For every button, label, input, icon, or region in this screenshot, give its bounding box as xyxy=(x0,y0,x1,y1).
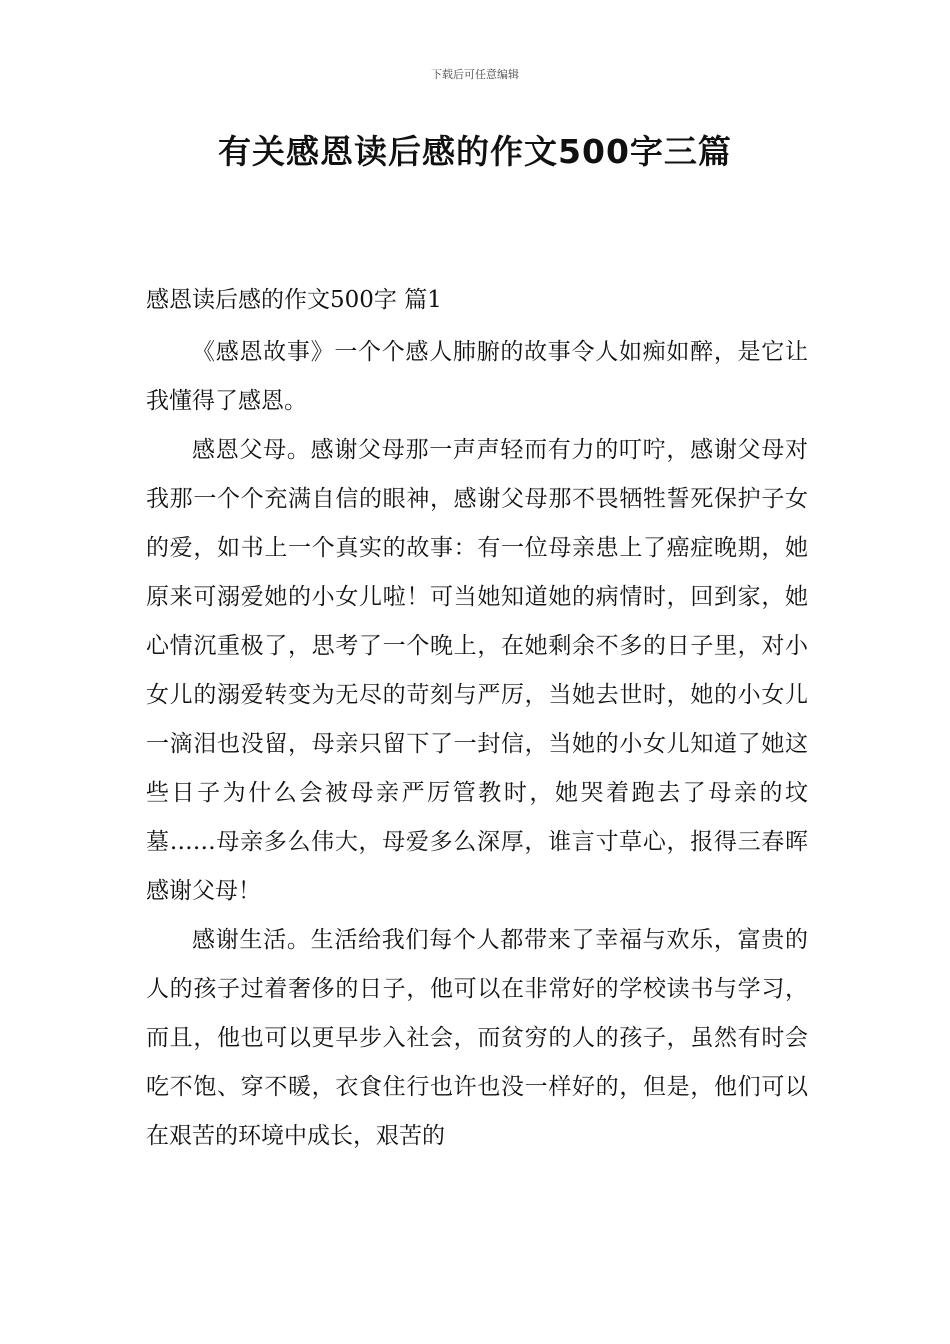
paragraph: 感恩父母。感谢父母那一声声轻而有力的叮咛，感谢父母对我那一个个充满自信的眼神，感谢父母那不畏牺牲誓死保护子女的爱，如书上一个真实的故事：有一位母亲患上了癌症晚期，她原来可溺爱她的小女儿啦！可当她知道她的病情时，回到家，她心情沉重极了，思考了一个晚上，在她剩余不多的日子里，对小女儿的溺爱转变为无尽的苛刻与严厉，当她去世时，她的小女儿一滴泪也没留，母亲只留下了一封信，当她的小女儿知道了她这些日子为什么会被母亲严厉管教时，她哭着跑去了母亲的坟墓……母亲多么伟大，母爱多么深厚，谁言寸草心，报得三春晖感谢父母！ xyxy=(146,437,808,904)
document-title: 有关感恩读后感的作文500字三篇 xyxy=(218,132,732,171)
paragraph: 感谢生活。生活给我们每个人都带来了幸福与欢乐，富贵的人的孩子过着奢侈的日子，他可以在非常好的学校读书与学习，而且，他也可以更早步入社会，而贫穷的人的孩子，虽然有时会吃不饱、穿不暖，衣食住行也许也没一样好的，但是，他们可以在艰苦的环境中成长，艰苦的 xyxy=(146,927,808,1149)
header-note: 下载后可任意编辑 xyxy=(431,68,519,81)
paragraph: 《感恩故事》一个个感人肺腑的故事令人如痴如醉，是它让我懂得了感恩。 xyxy=(146,339,808,414)
body-text xyxy=(146,328,808,1161)
section-heading: 感恩读后感的作文500字 篇1 xyxy=(146,287,442,313)
